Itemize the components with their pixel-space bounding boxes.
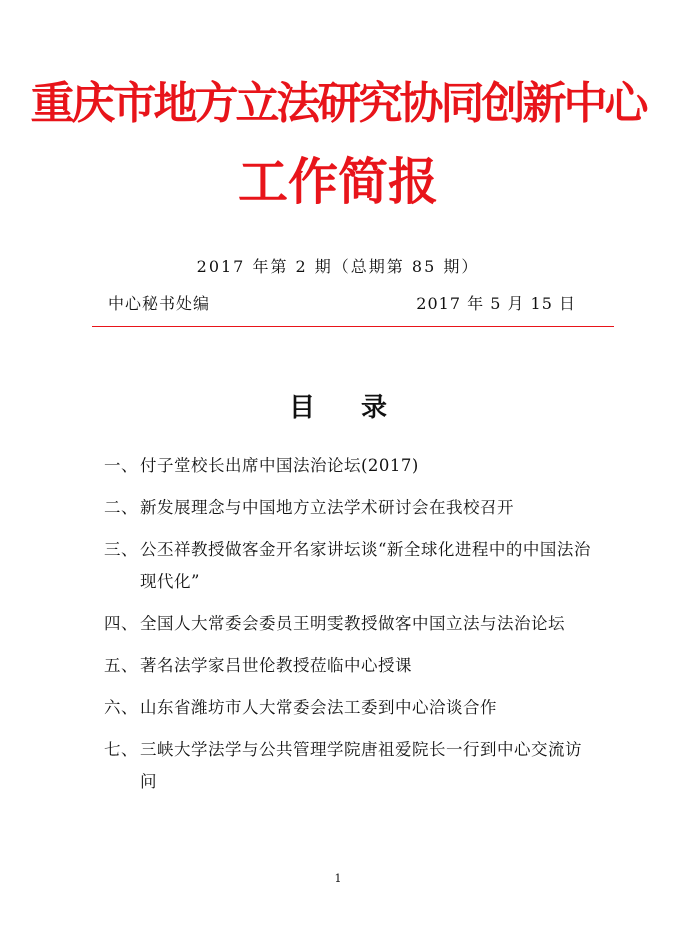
toc-item-text: 公丕祥教授做客金开名家讲坛谈“新全球化进程中的中国法治现代化” [140,540,591,591]
toc-heading: 目录 [288,393,433,423]
toc-item-4 [104,608,594,640]
report-title-line1: 重庆市地方立法研究协同创新中心 [30,78,646,129]
toc-item-5 [104,650,594,682]
toc-item-number: 二、 [104,498,138,517]
toc-item-2 [104,492,594,524]
report-title-line2: 工作简报 [238,153,438,211]
toc-item-text: 山东省潍坊市人大常委会法工委到中心洽谈合作 [140,698,497,717]
toc-item-1 [104,450,594,482]
toc-item-number: 四、 [104,614,138,633]
editor-label: 中心秘书处编 [108,294,211,313]
toc-item-text: 付子堂校长出席中国法治论坛(2017) [140,456,419,475]
toc-item-3 [104,534,594,598]
page-number: 1 [334,872,342,885]
toc-item-text: 三峡大学法学与公共管理学院唐祖爱院长一行到中心交流访问 [140,740,582,791]
toc-item-number: 五、 [104,656,138,675]
toc-item-7 [104,734,594,798]
toc-item-text: 新发展理念与中国地方立法学术研讨会在我校召开 [140,498,514,517]
toc-item-6 [104,692,594,724]
publication-date: 2017 年 5 月 15 日 [416,294,576,313]
red-divider-line [92,326,614,327]
table-of-contents [104,450,594,808]
toc-item-number: 三、 [104,540,138,559]
toc-item-number: 六、 [104,698,138,717]
toc-item-text: 著名法学家吕世伦教授莅临中心授课 [140,656,412,675]
toc-item-text: 全国人大常委会委员王明雯教授做客中国立法与法治论坛 [140,614,565,633]
toc-item-number: 一、 [104,456,138,475]
issue-number: 2017 年第 2 期（总期第 85 期） [196,257,480,276]
toc-item-number: 七、 [104,740,138,759]
